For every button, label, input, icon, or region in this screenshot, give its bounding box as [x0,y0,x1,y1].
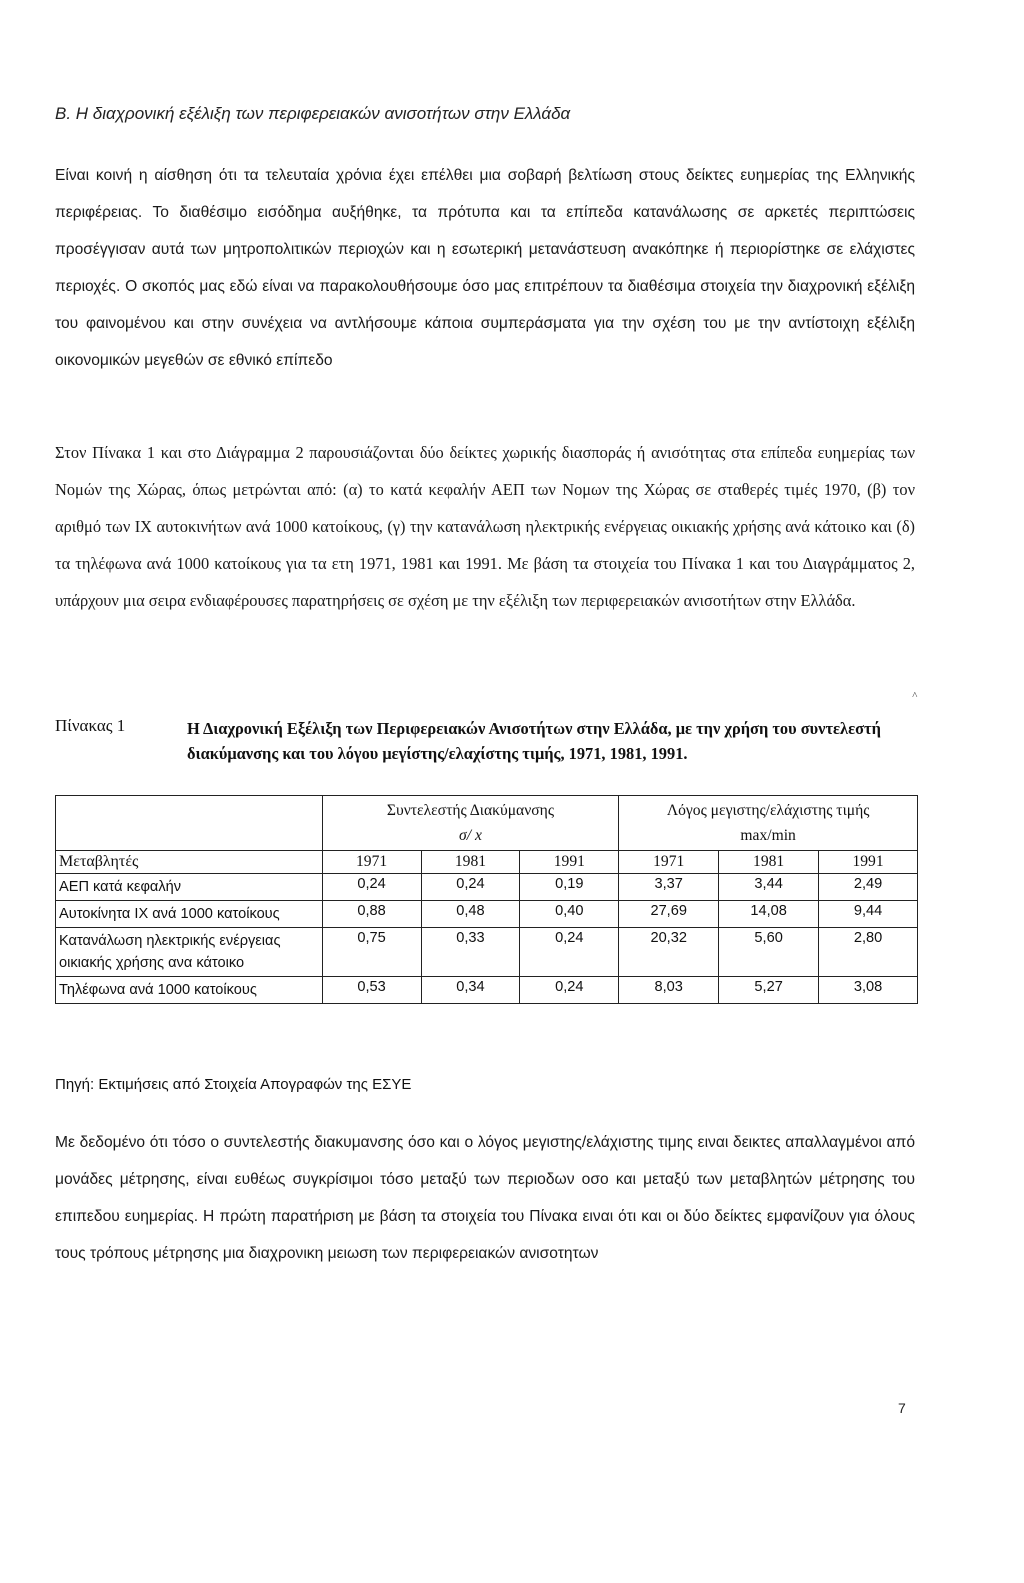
table-cell: 0,24 [520,928,619,977]
table-cell: 0,40 [520,901,619,928]
table-cell: 0,34 [421,977,520,1004]
year-header: 1991 [819,851,918,874]
table-cell: 2,49 [819,874,918,901]
table-group-header-row [56,796,918,851]
year-header: 1981 [421,851,520,874]
group-header-ratio-line1: Λόγος μεγιστης/ελάχιστης τιμής [666,802,870,819]
row-label: ΑΕΠ κατά κεφαλήν [56,874,323,901]
intro-paragraph: Είναι κοινή η αίσθηση ότι τα τελευταία χρόνια έχει επέλθει μια σοβαρή βελτίωση στους δείκτες ευημερίας της Ελληνικής περιφέρειας. Το διαθέσιμο εισόδημα αυξήθηκε, τα πρότυπα και τα επίπεδα κατανάλωσης σε αρκετές περιπτώσεις προσέγγισαν αυτά των μητροπολιτικών περιοχών και η εσωτερική μετανάστευση ανακόπηκε ή περιορίστηκε σε ελάχιστες περιοχές. Ο σκοπός μας εδώ είναι να παρακολουθήσουμε όσο μας επιτρέπουν τα διαθέσιμα στοιχεία την διαχρονική εξέλιξη του φαινομένου και στην συνέχεια να αντλήσουμε κάποια συμπεράσματα για την σχέση του με την αντίστοιχη εξέλιξη οικονομικών μεγεθών σε εθνικό επίπεδο [55,167,915,369]
table-cell: 0,19 [520,874,619,901]
data-table [55,795,918,1004]
table-cell: 20,32 [619,928,719,977]
table-cell: 3,37 [619,874,719,901]
table-title: Η Διαχρονική Εξέλιξη των Περιφερειακών Ανισοτήτων στην Ελλάδα, με την χρήση του συντελεστή διακύμανσης και του λόγου μεγίστης/ελαχίστης τιμής, 1971, 1981, 1991. [187,719,881,763]
row-label: Αυτοκίνητα ΙΧ ανά 1000 κατοίκους [56,901,323,928]
conclusion-paragraph: Με δεδομένο ότι τόσο ο συντελεστής διακυμανσης όσο και ο λόγος μεγιστης/ελάχιστης τιμης ειναι δεικτες απαλλαγμένοι από μονάδες μέτρησης, είναι ευθέως συγκρίσιμοι τόσο μεταξύ των περιοδων οσο και μεταξύ των μεταβλητών μέτρησης του επιπεδου ευημερίας. Η πρώτη παρατήριση με βάση τα στοιχεία του Πίνακα ειναι ότι και οι δύο δείκτες εμφανίζουν για όλους τους τρόπους μέτρησης μια διαχρονικη μειωση των περιφερειακών ανισοτητων [55,1134,915,1262]
table-cell: 0,53 [322,977,421,1004]
table-cell: 0,24 [322,874,421,901]
table-intro-paragraph: Στον Πίνακα 1 και στο Διάγραμμα 2 παρουσιάζονται δύο δείκτες χωρικής διασποράς ή ανισότητας στα επίπεδα ευημερίας των Νομών της Χώρας, όπως μετρώνται από: (α) το κατά κεφαλήν ΑΕΠ των Νομων της Χώρας σε σταθερές τιμές 1970, (β) τον αριθμό των ΙΧ αυτοκινήτων ανά 1000 κατοίκους, (γ) την κατανάλωση ηλεκτρικής ενέργειας οικιακής χρήσης ανά κάτοικο και (δ) τα τηλέφωνα ανά 1000 κατοίκους για τα ετη 1971, 1981 και 1991. Με βάση τα στοιχεία του Πίνακα 1 και του Διαγράμματος 2, υπάρχουν μια σειρα ενδιαφέρουσες παρατηρήσεις σε σχέση με την εξέλιξη των περιφερειακών ανισοτήτων στην Ελλάδα. [55,443,915,610]
table-cell: 5,60 [719,928,819,977]
table-cell: 27,69 [619,901,719,928]
table-cell: 5,27 [719,977,819,1004]
table-cell: 0,33 [421,928,520,977]
group-header-ratio [619,796,918,851]
table-cell: 3,44 [719,874,819,901]
table-row [56,874,918,901]
group-header-cv [322,796,619,851]
table-source: Πηγή: Εκτιμήσεις από Στοιχεία Απογραφών της ΕΣΥΕ [55,1076,412,1093]
table-cell: 0,48 [421,901,520,928]
section-heading: Β. Η διαχρονική εξέλιξη των περιφερειακών ανισοτήτων στην Ελλάδα [55,104,571,123]
page-number: 7 [898,1400,906,1416]
row-label: Τηλέφωνα ανά 1000 κατοίκους [56,977,323,1004]
stray-mark: ˄ [912,690,918,701]
table-year-header-row [56,851,918,874]
table-cell: 0,24 [421,874,520,901]
table-cell: 0,75 [322,928,421,977]
table-row [56,977,918,1004]
table-cell: 0,24 [520,977,619,1004]
table-row [56,901,918,928]
year-header: 1981 [719,851,819,874]
year-header: 1971 [322,851,421,874]
variables-header: Μεταβλητές [56,851,323,874]
group-header-cv-line1: Συντελεστής Διακύμανσης [386,802,555,819]
table-label: Πίνακας 1 [55,716,126,735]
table-cell: 3,08 [819,977,918,1004]
table-cell: 2,80 [819,928,918,977]
table-cell: 9,44 [819,901,918,928]
table-cell: 0,88 [322,901,421,928]
table-cell: 14,08 [719,901,819,928]
table-row [56,928,918,977]
group-header-ratio-line2: max/min [740,827,796,844]
year-header: 1971 [619,851,719,874]
table-cell: 8,03 [619,977,719,1004]
group-header-cv-line2: σ/ x [459,827,482,844]
year-header: 1991 [520,851,619,874]
empty-corner-cell [56,796,323,851]
row-label: Κατανάλωση ηλεκτρικής ενέργειας οικιακής χρήσης ανα κάτοικο [56,928,323,977]
